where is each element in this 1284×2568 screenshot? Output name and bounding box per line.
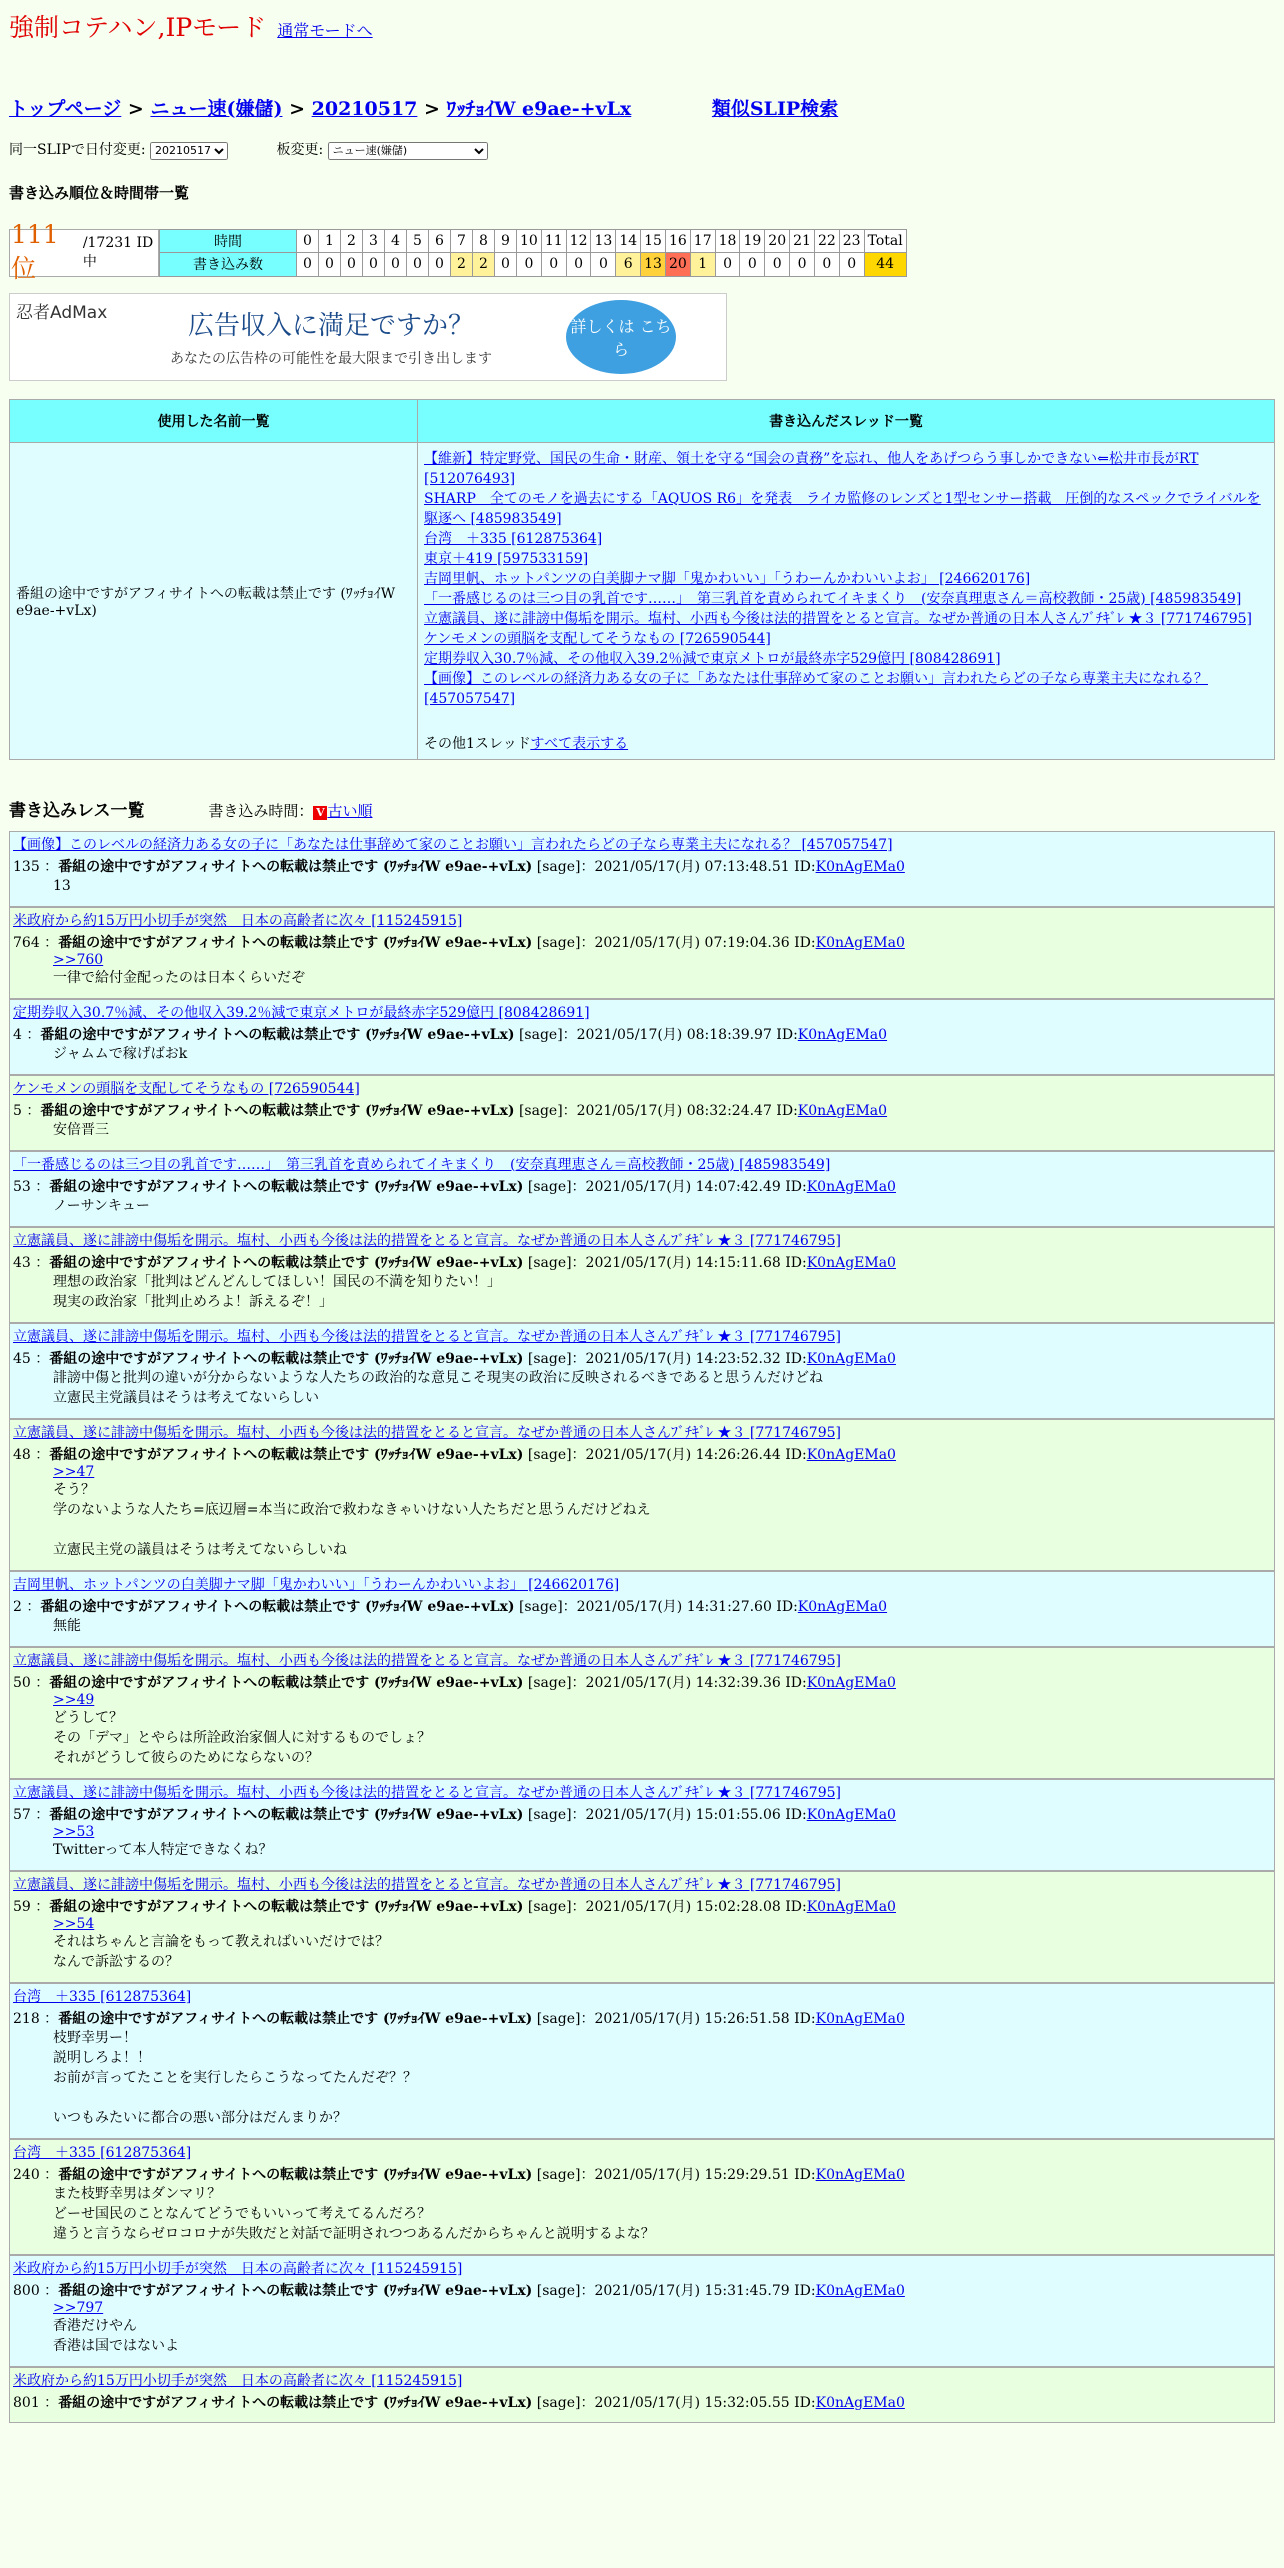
hour-cell: 8 [473, 229, 495, 253]
post-meta: 57 ：番組の途中ですがアフィサイトへの転載は禁止です (ﾜｯﾁｮｲW e9ae-+vLx) [sage]：2021/05/17(月) 15:01:55.06 ID:K0nAgEMa0 [13, 1806, 896, 1823]
post-item [9, 1075, 1275, 1151]
thread-link[interactable]: 台湾 ＋335 [612875364] [424, 530, 603, 547]
breadcrumb-date[interactable]: 20210517 [311, 98, 418, 120]
post-author-name: 番組の途中ですがアフィサイトへの転載は禁止です (ﾜｯﾁｮｲW e9ae-+vLx) [49, 1254, 524, 1271]
rank-box [9, 220, 159, 283]
post-author-name: 番組の途中ですがアフィサイトへの転載は禁止です (ﾜｯﾁｮｲW e9ae-+vLx) [49, 1898, 524, 1915]
thread-link[interactable]: ケンモメンの頭脳を支配してそうなもの [726590544] [424, 630, 771, 647]
post-info: [sage]：2021/05/17(月) 14:31:27.60 ID: [518, 1598, 798, 1615]
more-threads-label: その他1スレッド [424, 735, 531, 752]
count-cell: 2 [451, 253, 473, 277]
post-body: 一律で給付金配ったのは日本くらいだぞ [53, 969, 305, 986]
post-body: 13 [53, 877, 71, 894]
thread-link[interactable]: 東京＋419 [597533159] [424, 550, 589, 567]
post-meta: 5 ：番組の途中ですがアフィサイトへの転載は禁止です (ﾜｯﾁｮｲW e9ae-+vLx) [sage]：2021/05/17(月) 08:32:24.47 ID:K0nAgEMa0 [13, 1102, 888, 1119]
post-thread-link[interactable]: 台湾 ＋335 [612875364] [13, 1988, 192, 2005]
count-cell: 1 [690, 253, 715, 277]
hour-cell: 18 [715, 229, 740, 253]
post-number: 4 [13, 1026, 22, 1043]
post-author-name: 番組の途中ですがアフィサイトへの転載は禁止です (ﾜｯﾁｮｲW e9ae-+vLx) [49, 1178, 524, 1195]
post-item [9, 1779, 1275, 1871]
post-id-link[interactable]: K0nAgEMa0 [806, 1254, 896, 1271]
post-thread-link[interactable]: 立憲議員、遂に誹謗中傷垢を開示。塩村、小西も今後は法的措置をとると宣言。なぜか普通の日本人さんﾌﾞﾁｷﾞﾚ ★３ [771746795] [13, 1232, 841, 1249]
count-cell: 0 [297, 253, 319, 277]
breadcrumb-board[interactable]: ニュー速(嫌儲) [150, 98, 283, 120]
post-id-link[interactable]: K0nAgEMa0 [815, 2282, 905, 2299]
post-item [9, 1419, 1275, 1571]
post-info: [sage]：2021/05/17(月) 14:23:52.32 ID: [527, 1350, 807, 1367]
hour-cell: 0 [297, 229, 319, 253]
post-thread-link[interactable]: 吉岡里帆、ホットパンツの白美脚ナマ脚「鬼かわいい」「うわーんかわいいよお」 [246620176] [13, 1576, 620, 1593]
post-author-name: 番組の途中ですがアフィサイトへの転載は禁止です (ﾜｯﾁｮｲW e9ae-+vLx) [58, 2282, 533, 2299]
hour-cell: 20 [765, 229, 790, 253]
used-name: 番組の途中ですがアフィサイトへの転載は禁止です (ﾜｯﾁｮｲW e9ae-+vLx) [10, 442, 418, 759]
board-change-label: 板変更: [276, 142, 324, 158]
post-body: それはちゃんと言論をもって教えればいいだけでは？ なんで訴訟するの？ [53, 1933, 389, 1970]
thread-link[interactable]: 「一番感じるのは三つ目の乳首です……」 第三乳首を責められてイキまくり (安奈真理恵さん＝高校教師・25歳) [485983549] [424, 590, 1242, 607]
post-number: 240 [13, 2166, 40, 2183]
post-item [9, 907, 1275, 999]
sort-oldest-link[interactable]: 古い順 [327, 801, 373, 820]
ranking-block [9, 220, 1275, 283]
ad-banner[interactable] [9, 293, 727, 381]
post-info: [sage]：2021/05/17(月) 15:31:45.79 ID: [536, 2282, 816, 2299]
post-number: 800 [13, 2282, 40, 2299]
hour-cell: 4 [385, 229, 407, 253]
post-info: [sage]：2021/05/17(月) 15:02:28.08 ID: [527, 1898, 807, 1915]
post-id-link[interactable]: K0nAgEMa0 [815, 2166, 905, 2183]
post-item [9, 999, 1275, 1075]
hour-cell: 12 [566, 229, 591, 253]
sort-icon: V [313, 806, 327, 820]
post-number: 2 [13, 1598, 22, 1615]
thread-link[interactable]: 吉岡里帆、ホットパンツの白美脚ナマ脚「鬼かわいい」「うわーんかわいいよお」 [246620176] [424, 570, 1031, 587]
post-meta: 59 ：番組の途中ですがアフィサイトへの転載は禁止です (ﾜｯﾁｮｲW e9ae-+vLx) [sage]：2021/05/17(月) 15:02:28.08 ID:K0nAgEMa0 [13, 1898, 896, 1915]
count-cell: 0 [319, 253, 341, 277]
post-body: 誹謗中傷と批判の違いが分からないような人たちの政治的な意見こそ現実の政治に反映されるべきであると思うんだけどね 立憲民主党議員はそうは考えてないらしい [53, 1369, 823, 1406]
thread-link[interactable]: 立憲議員、遂に誹謗中傷垢を開示。塩村、小西も今後は法的措置をとると宣言。なぜか普通の日本人さんﾌﾞﾁｷﾞﾚ ★３ [771746795] [424, 610, 1252, 627]
count-cell: 0 [495, 253, 517, 277]
post-thread-link[interactable]: 米政府から約15万円小切手が突然 日本の高齢者に次々 [115245915] [13, 2260, 463, 2277]
post-thread-link[interactable]: 台湾 ＋335 [612875364] [13, 2144, 192, 2161]
post-body: ジャムムで稼げばおk [53, 1045, 188, 1062]
ad-logo: 忍者AdMax [16, 302, 108, 323]
hour-cell: 2 [341, 229, 363, 253]
post-number: 5 [13, 1102, 22, 1119]
post-meta: 48 ：番組の途中ですがアフィサイトへの転載は禁止です (ﾜｯﾁｮｲW e9ae-+vLx) [sage]：2021/05/17(月) 14:26:26.44 ID:K0nAgEMa0 [13, 1446, 896, 1463]
hour-cell: 16 [665, 229, 690, 253]
breadcrumb: トップページ > ニュー速(嫌儲) > 20210517 > ﾜｯﾁｮｲW e9ae-+vLx 類似SLIP検索 [9, 98, 839, 120]
post-item [9, 1323, 1275, 1419]
post-meta: 43 ：番組の途中ですがアフィサイトへの転載は禁止です (ﾜｯﾁｮｲW e9ae-+vLx) [sage]：2021/05/17(月) 14:15:11.68 ID:K0nAgEMa0 [13, 1254, 896, 1271]
count-cell: 0 [407, 253, 429, 277]
thread-link[interactable]: 【画像】このレベルの経済力ある女の子に「あなたは仕事辞めて家のことお願い」言われたらどの子なら専業主夫になれる？ [457057547] [424, 670, 1208, 707]
post-author-name: 番組の途中ですがアフィサイトへの転載は禁止です (ﾜｯﾁｮｲW e9ae-+vLx) [49, 1446, 524, 1463]
count-cell: 0 [566, 253, 591, 277]
hour-cell: 13 [591, 229, 616, 253]
posts-section-title: 書き込みレス一覧 [9, 800, 145, 821]
page-header [9, 8, 1275, 44]
count-cell: 0 [740, 253, 765, 277]
post-number: 45 [13, 1350, 31, 1367]
hour-cell: 15 [641, 229, 666, 253]
post-item [9, 2255, 1275, 2367]
post-info: [sage]：2021/05/17(月) 14:07:42.49 ID: [527, 1178, 807, 1195]
post-item [9, 2367, 1275, 2423]
hour-cell: 1 [319, 229, 341, 253]
count-cell: 0 [363, 253, 385, 277]
post-reply-anchor[interactable]: >>47 [53, 1463, 95, 1480]
post-id-link[interactable]: K0nAgEMa0 [806, 1674, 896, 1691]
post-author-name: 番組の途中ですがアフィサイトへの転載は禁止です (ﾜｯﾁｮｲW e9ae-+vLx) [40, 1102, 515, 1119]
hour-cell: 6 [429, 229, 451, 253]
post-thread-link[interactable]: 立憲議員、遂に誹謗中傷垢を開示。塩村、小西も今後は法的措置をとると宣言。なぜか普通の日本人さんﾌﾞﾁｷﾞﾚ ★３ [771746795] [13, 1328, 841, 1345]
hour-cell: 11 [541, 229, 566, 253]
more-threads [424, 733, 1268, 753]
post-number: 43 [13, 1254, 31, 1271]
post-info: [sage]：2021/05/17(月) 07:13:48.51 ID: [536, 858, 816, 875]
post-body: 香港だけやん 香港は国ではないよ [53, 2317, 179, 2354]
post-info: [sage]：2021/05/17(月) 14:32:39.36 ID: [527, 1674, 807, 1691]
hour-cell: 9 [495, 229, 517, 253]
post-id-link[interactable]: K0nAgEMa0 [815, 2010, 905, 2027]
post-number: 764 [13, 934, 40, 951]
post-item [9, 1871, 1275, 1983]
post-info: [sage]：2021/05/17(月) 08:18:39.97 ID: [518, 1026, 798, 1043]
breadcrumb-user[interactable]: ﾜｯﾁｮｲW e9ae-+vLx [446, 98, 632, 120]
post-thread-link[interactable]: ケンモメンの頭脳を支配してそうなもの [726590544] [13, 1080, 360, 1097]
post-id-link[interactable]: K0nAgEMa0 [806, 1446, 896, 1463]
count-cell: 0 [765, 253, 790, 277]
post-thread-link[interactable]: 立憲議員、遂に誹謗中傷垢を開示。塩村、小西も今後は法的措置をとると宣言。なぜか普通の日本人さんﾌﾞﾁｷﾞﾚ ★３ [771746795] [13, 1784, 841, 1801]
hour-cell: 19 [740, 229, 765, 253]
board-select[interactable] [328, 142, 488, 160]
post-body: Twitterって本人特定できなくね？ [53, 1841, 273, 1858]
post-id-link[interactable]: K0nAgEMa0 [806, 1898, 896, 1915]
post-body: 安倍晋三 [53, 1121, 109, 1138]
post-id-link[interactable]: K0nAgEMa0 [806, 1350, 896, 1367]
post-meta: 50 ：番組の途中ですがアフィサイトへの転載は禁止です (ﾜｯﾁｮｲW e9ae-+vLx) [sage]：2021/05/17(月) 14:32:39.36 ID:K0nAgEMa0 [13, 1674, 896, 1691]
ad-headline: 広告収入に満足ですか？ [187, 311, 474, 341]
hourly-table [159, 229, 907, 277]
post-item [9, 1983, 1275, 2139]
breadcrumb-top[interactable]: トップページ [9, 98, 122, 120]
post-number: 59 [13, 1898, 31, 1915]
date-select[interactable] [150, 142, 228, 160]
post-item [9, 1227, 1275, 1323]
hours-row [160, 229, 907, 253]
post-id-link[interactable]: K0nAgEMa0 [797, 1102, 888, 1119]
post-id-link[interactable]: K0nAgEMa0 [797, 1026, 888, 1043]
count-cell: 20 [665, 253, 690, 277]
post-thread-link[interactable]: 【画像】このレベルの経済力ある女の子に「あなたは仕事辞めて家のことお願い」言われたらどの子なら専業主夫になれる？ [457057547] [13, 836, 893, 853]
post-number: 801 [13, 2394, 40, 2411]
post-item [9, 831, 1275, 907]
hour-cell: 7 [451, 229, 473, 253]
post-author-name: 番組の途中ですがアフィサイトへの転載は禁止です (ﾜｯﾁｮｲW e9ae-+vLx) [49, 1674, 524, 1691]
post-number: 135 [13, 858, 40, 875]
post-id-link[interactable]: K0nAgEMa0 [815, 934, 905, 951]
post-meta: 801 ：番組の途中ですがアフィサイトへの転載は禁止です (ﾜｯﾁｮｲW e9ae-+vLx) [sage]：2021/05/17(月) 15:32:05.55 ID:K0nAgEMa0 [13, 2394, 905, 2411]
rank-number: 111 位 [11, 220, 59, 283]
normal-mode-link[interactable]: 通常モードへ [277, 21, 373, 40]
post-meta: 45 ：番組の途中ですがアフィサイトへの転載は禁止です (ﾜｯﾁｮｲW e9ae-+vLx) [sage]：2021/05/17(月) 14:23:52.32 ID:K0nAgEMa0 [13, 1350, 896, 1367]
post-body: 無能 [53, 1617, 81, 1634]
hour-cell: 10 [517, 229, 542, 253]
post-thread-link[interactable]: 米政府から約15万円小切手が突然 日本の高齢者に次々 [115245915] [13, 912, 463, 929]
count-cell: 44 [864, 253, 906, 277]
post-number: 57 [13, 1806, 31, 1823]
post-list [9, 831, 1275, 2423]
post-number: 218 [13, 2010, 40, 2027]
names-column-header: 使用した名前一覧 [10, 399, 418, 442]
post-meta: 4 ：番組の途中ですがアフィサイトへの転載は禁止です (ﾜｯﾁｮｲW e9ae-+vLx) [sage]：2021/05/17(月) 08:18:39.97 ID:K0nAgEMa0 [13, 1026, 888, 1043]
post-thread-link[interactable]: 立憲議員、遂に誹謗中傷垢を開示。塩村、小西も今後は法的措置をとると宣言。なぜか普通の日本人さんﾌﾞﾁｷﾞﾚ ★３ [771746795] [13, 1652, 841, 1669]
threads-column-header: 書き込んだスレッド一覧 [418, 399, 1275, 442]
post-meta: 218 ：番組の途中ですがアフィサイトへの転載は禁止です (ﾜｯﾁｮｲW e9ae-+vLx) [sage]：2021/05/17(月) 15:26:51.58 ID:K0nAgEMa0 [13, 2010, 905, 2027]
post-meta: 2 ：番組の途中ですがアフィサイトへの転載は禁止です (ﾜｯﾁｮｲW e9ae-+vLx) [sage]：2021/05/17(月) 14:31:27.60 ID:K0nAgEMa0 [13, 1598, 888, 1615]
post-body: そう？ 学のないような人たち=底辺層=本当に政治で救わなきゃいけない人たちだと思うんだけどねえ 立憲民主党の議員はそうは考えてないらしいね [53, 1481, 651, 1558]
hour-cell: Total [864, 229, 906, 253]
post-number: 53 [13, 1178, 31, 1195]
page-title: 強制コテハン,IPモード [9, 13, 267, 42]
hours-row-label: 時間 [160, 229, 297, 253]
ad-sub: あなたの広告枠の可能性を最大限まで引き出します [170, 351, 492, 367]
post-info: [sage]：2021/05/17(月) 14:15:11.68 ID: [527, 1254, 807, 1271]
post-id-link[interactable]: K0nAgEMa0 [806, 1806, 896, 1823]
post-thread-link[interactable]: 立憲議員、遂に誹謗中傷垢を開示。塩村、小西も今後は法的措置をとると宣言。なぜか普通の日本人さんﾌﾞﾁｷﾞﾚ ★３ [771746795] [13, 1876, 841, 1893]
post-author-name: 番組の途中ですがアフィサイトへの転載は禁止です (ﾜｯﾁｮｲW e9ae-+vLx) [40, 1026, 515, 1043]
hour-cell: 21 [790, 229, 815, 253]
count-cell: 0 [385, 253, 407, 277]
post-id-link[interactable]: K0nAgEMa0 [815, 858, 905, 875]
post-item [9, 2139, 1275, 2255]
post-author-name: 番組の途中ですがアフィサイトへの転載は禁止です (ﾜｯﾁｮｲW e9ae-+vLx) [58, 2010, 533, 2027]
post-meta: 764 ：番組の途中ですがアフィサイトへの転載は禁止です (ﾜｯﾁｮｲW e9ae-+vLx) [sage]：2021/05/17(月) 07:19:04.36 ID:K0nAgEMa0 [13, 934, 905, 951]
post-author-name: 番組の途中ですがアフィサイトへの転載は禁止です (ﾜｯﾁｮｲW e9ae-+vLx) [49, 1350, 524, 1367]
similar-slip-search-link[interactable]: 類似SLIP検索 [711, 98, 839, 120]
order-label: 書き込み時間： [208, 801, 314, 820]
hour-cell: 17 [690, 229, 715, 253]
selector-row [9, 139, 1275, 160]
rank-total: /17231 ID中 [82, 234, 154, 270]
post-thread-link[interactable]: 「一番感じるのは三つ目の乳首です……」 第三乳首を責められてイキまくり (安奈真理恵さん＝高校教師・25歳) [485983549] [13, 1156, 831, 1173]
post-thread-link[interactable]: 米政府から約15万円小切手が突然 日本の高齢者に次々 [115245915] [13, 2372, 463, 2389]
post-author-name: 番組の途中ですがアフィサイトへの転載は禁止です (ﾜｯﾁｮｲW e9ae-+vLx) [40, 1598, 515, 1615]
post-id-link[interactable]: K0nAgEMa0 [815, 2394, 905, 2411]
post-meta: 53 ：番組の途中ですがアフィサイトへの転載は禁止です (ﾜｯﾁｮｲW e9ae-+vLx) [sage]：2021/05/17(月) 14:07:42.49 ID:K0nAgEMa0 [13, 1178, 896, 1195]
counts-row [160, 253, 907, 277]
post-info: [sage]：2021/05/17(月) 15:26:51.58 ID: [536, 2010, 816, 2027]
post-item [9, 1151, 1275, 1227]
post-info: [sage]：2021/05/17(月) 15:01:55.06 ID: [527, 1806, 807, 1823]
post-meta: 135 ：番組の途中ですがアフィサイトへの転載は禁止です (ﾜｯﾁｮｲW e9ae-+vLx) [sage]：2021/05/17(月) 07:13:48.51 ID:K0nAgEMa0 [13, 858, 905, 875]
count-cell: 0 [541, 253, 566, 277]
post-body: 枝野幸男ー！ 説明しろよ！！ お前が言ってたことを実行したらこうなってたんだぞ？？ いつもみたいに都合の悪い部分はだんまりか？ [53, 2029, 417, 2126]
post-number: 48 [13, 1446, 31, 1463]
post-info: [sage]：2021/05/17(月) 15:32:05.55 ID: [536, 2394, 816, 2411]
count-cell: 0 [839, 253, 864, 277]
counts-row-label: 書き込み数 [160, 253, 297, 277]
post-author-name: 番組の途中ですがアフィサイトへの転載は禁止です (ﾜｯﾁｮｲW e9ae-+vLx) [49, 1806, 524, 1823]
count-cell: 0 [591, 253, 616, 277]
post-author-name: 番組の途中ですがアフィサイトへの転載は禁止です (ﾜｯﾁｮｲW e9ae-+vLx) [58, 2394, 533, 2411]
count-cell: 0 [715, 253, 740, 277]
hour-cell: 23 [839, 229, 864, 253]
count-cell: 0 [429, 253, 451, 277]
post-thread-link[interactable]: 立憲議員、遂に誹謗中傷垢を開示。塩村、小西も今後は法的措置をとると宣言。なぜか普通の日本人さんﾌﾞﾁｷﾞﾚ ★３ [771746795] [13, 1424, 841, 1441]
names-threads-table [9, 399, 1275, 760]
post-item [9, 1647, 1275, 1779]
post-meta: 240 ：番組の途中ですがアフィサイトへの転載は禁止です (ﾜｯﾁｮｲW e9ae-+vLx) [sage]：2021/05/17(月) 15:29:29.51 ID:K0nAgEMa0 [13, 2166, 905, 2183]
post-author-name: 番組の途中ですがアフィサイトへの転載は禁止です (ﾜｯﾁｮｲW e9ae-+vLx) [58, 2166, 533, 2183]
count-cell: 0 [341, 253, 363, 277]
thread-link[interactable]: SHARP 全てのモノを過去にする「AQUOS R6」を発表 ライカ監修のレンズと1型センサー搭載 圧倒的なスペックでライバルを駆逐へ [485983549] [424, 490, 1261, 527]
post-info: [sage]：2021/05/17(月) 15:29:29.51 ID: [536, 2166, 816, 2183]
count-cell: 0 [814, 253, 839, 277]
posts-section-header [9, 796, 1275, 821]
count-cell: 0 [517, 253, 542, 277]
post-meta: 800 ：番組の途中ですがアフィサイトへの転載は禁止です (ﾜｯﾁｮｲW e9ae-+vLx) [sage]：2021/05/17(月) 15:31:45.79 ID:K0nAgEMa0 [13, 2282, 905, 2299]
post-reply-anchor[interactable]: >>54 [53, 1915, 95, 1932]
post-author-name: 番組の途中ですがアフィサイトへの転載は禁止です (ﾜｯﾁｮｲW e9ae-+vLx) [58, 858, 533, 875]
post-info: [sage]：2021/05/17(月) 07:19:04.36 ID: [536, 934, 816, 951]
ad-details-badge[interactable]: 詳しくは こちら [566, 300, 676, 374]
post-body: また枝野幸男はダンマリ？ どーせ国民のことなんてどうでもいいって考えてるんだろ？ 違うと言うならゼロコロナが失敗だと対話で証明されつつあるんだからちゃんと説明するよな？ [53, 2185, 655, 2242]
count-cell: 13 [641, 253, 666, 277]
post-item [9, 1571, 1275, 1647]
post-number: 50 [13, 1674, 31, 1691]
post-body: 理想の政治家「批判はどんどんしてほしい！国民の不満を知りたい！」 現実の政治家「批判止めろよ！訴えるぞ！」 [53, 1273, 501, 1310]
post-reply-anchor[interactable]: >>53 [53, 1823, 95, 1840]
post-id-link[interactable]: K0nAgEMa0 [797, 1598, 888, 1615]
hour-cell: 5 [407, 229, 429, 253]
post-body: どうして？ その「デマ」とやらは所詮政治家個人に対するものでしょ？ それがどうして彼らのためにならないの？ [53, 1709, 431, 1766]
post-thread-link[interactable]: 定期券収入30.7％減、その他収入39.2％減で東京メトロが最終赤字529億円 [808428691] [13, 1004, 590, 1021]
post-body: ノーサンキュー [53, 1197, 150, 1214]
count-cell: 2 [473, 253, 495, 277]
hour-cell: 22 [814, 229, 839, 253]
post-reply-anchor[interactable]: >>49 [53, 1691, 95, 1708]
post-reply-anchor[interactable]: >>760 [53, 951, 104, 968]
count-cell: 0 [790, 253, 815, 277]
show-all-link[interactable]: すべて表示する [530, 735, 629, 752]
post-info: [sage]：2021/05/17(月) 08:32:24.47 ID: [518, 1102, 798, 1119]
date-change-label: 同一SLIPで日付変更: [9, 142, 146, 158]
thread-link[interactable]: 【維新】特定野党、国民の生命・財産、領土を守る“国会の責務”を忘れ、他人をあげつらう事しかできない⇐松井市長がRT [512076493] [424, 450, 1199, 487]
ranking-section-title: 書き込み順位＆時間帯一覧 [9, 183, 190, 202]
post-id-link[interactable]: K0nAgEMa0 [806, 1178, 896, 1195]
thread-link[interactable]: 定期券収入30.7％減、その他収入39.2％減で東京メトロが最終赤字529億円 [808428691] [424, 650, 1001, 667]
post-info: [sage]：2021/05/17(月) 14:26:26.44 ID: [527, 1446, 807, 1463]
post-author-name: 番組の途中ですがアフィサイトへの転載は禁止です (ﾜｯﾁｮｲW e9ae-+vLx) [58, 934, 533, 951]
post-reply-anchor[interactable]: >>797 [53, 2299, 104, 2316]
count-cell: 6 [616, 253, 641, 277]
hour-cell: 3 [363, 229, 385, 253]
hour-cell: 14 [616, 229, 641, 253]
thread-list [424, 449, 1268, 709]
